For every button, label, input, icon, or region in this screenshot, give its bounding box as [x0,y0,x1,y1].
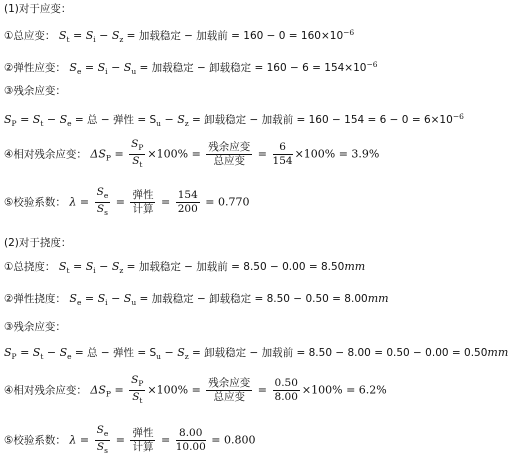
subscript: i [105,67,108,76]
subscript: z [184,119,189,128]
symbol: ΔS [90,383,106,397]
subscript: P [11,352,17,361]
term: = S [81,61,106,74]
term: − S [43,113,68,126]
formula-relative-residual-deflection [4,374,387,407]
term: − S [43,346,68,359]
formula-total-deflection [4,260,365,278]
term: − S [95,260,120,273]
term: − S [95,29,120,42]
equals: = [110,147,128,161]
subscript: t [66,35,70,44]
symbol: ΔS [90,147,106,161]
fraction-values: $\frac{8.00}{10.00}$ [175,427,206,453]
subscript: e [67,119,72,128]
expression: = 加载稳定 − 加载前 = 8.50 − 0.00 = 8.50 [123,261,345,273]
label: ④相对残余应变： [4,384,87,397]
label-residual-strain: ③残余应变： [4,85,66,97]
equals: = [112,195,129,209]
lambda: λ = [69,195,93,209]
percent: ×100% = [147,147,205,161]
subscript: P [11,119,17,128]
formula-total-strain [4,26,354,47]
term: − S [107,61,132,74]
label: ②弹性应变： [4,62,66,74]
expression: = 加载稳定 − 卸载稳定 = 160 − 6 = 154×10 [136,62,367,74]
fraction-values: $\frac{6}{154}$ [272,141,293,167]
symbol: S [69,61,77,74]
expression: = 加载稳定 − 加载前 = 160 − 0 = 160×10 [123,30,344,42]
formula-elastic-deflection [4,292,389,310]
term: − S [161,346,185,359]
lambda: λ = [69,433,93,447]
label: ①总应变： [4,30,56,42]
unit: mm [487,346,508,359]
expression: = 加载稳定 − 卸载稳定 = 8.50 − 0.50 = 8.00 [136,293,368,305]
symbol: S [58,29,67,42]
expression: = 卸载稳定 − 加载前 = 8.50 − 8.00 = 0.50 − 0.00 = 0.50 [188,347,488,359]
symbol: S [4,113,12,126]
term: = S [69,260,94,273]
symbol: S [69,292,77,305]
fraction-values: $\frac{154}{200}$ [177,189,198,215]
term: = S [69,29,94,42]
unit: mm [344,260,366,273]
fraction-symbolic: $\frac{S_P}{S_t}$ [131,374,144,405]
term: = S [81,292,106,305]
result: ×100% = 6.2% [301,383,387,397]
fraction-words: $\frac{\text{残余应变}}{\text{总应变}}$ [208,377,251,403]
equals: = [157,195,174,209]
result: = 0.770 [201,195,250,209]
subscript: e [67,352,72,361]
exponent: −6 [366,60,378,69]
fraction-values: $\frac{0.50}{8.00}$ [274,377,298,403]
equals: = [112,433,129,447]
subscript: u [156,352,161,361]
formula-residual-strain [4,110,464,131]
formula-elastic-strain [4,58,378,79]
equals: = [254,383,271,397]
subscript: u [131,67,137,76]
fraction-words: $\frac{\text{弹性}}{\text{计算}}$ [132,189,154,215]
subscript: u [156,119,161,128]
fraction-words: $\frac{\text{弹性}}{\text{计算}}$ [132,427,154,453]
subscript: t [40,119,44,128]
equals: = [110,383,128,397]
result: = 0.800 [207,433,256,447]
subscript: t [66,266,70,275]
subscript: e [76,298,82,307]
exponent: −6 [343,28,355,37]
expression: = 卸载稳定 − 加载前 = 160 − 154 = 6 − 0 = 6×10 [188,114,453,126]
term: = S [16,346,41,359]
symbol: S [4,346,12,359]
label: ②弹性挠度： [4,293,66,305]
symbol: S [58,260,67,273]
subscript: z [184,352,189,361]
subscript: P [105,389,111,399]
fraction-symbolic: $\frac{S_P}{S_t}$ [131,138,144,169]
label-residual-deflection: ③残余应变： [4,321,66,333]
fraction-symbolic: $\frac{S_e}{S_s}$ [96,186,109,217]
label: ⑤校验系数： [4,434,66,447]
fraction-words: $\frac{\text{残余应变}}{\text{总应变}}$ [208,141,251,167]
label: ④相对残余应变： [4,148,87,161]
formula-residual-deflection [4,346,508,364]
section-heading-strain: (1)对于应变： [4,3,72,15]
label: ①总挠度： [4,261,56,273]
formula-relative-residual-strain [4,138,379,171]
term: − S [107,292,132,305]
subscript: t [40,352,44,361]
subscript: i [93,266,96,275]
expression: = 总 − 弹性 = S [71,114,157,126]
subscript: u [131,298,137,307]
formula-check-coefficient [4,186,249,219]
subscript: z [119,266,124,275]
subscript: e [76,67,82,76]
term: = S [16,113,41,126]
subscript: z [119,35,124,44]
percent: ×100% = [147,383,205,397]
exponent: −6 [452,112,464,121]
result: ×100% = 3.9% [294,147,380,161]
equals: = [254,147,271,161]
unit: mm [367,292,389,305]
equals: = [157,433,174,447]
expression: = 总 − 弹性 = S [71,347,157,359]
term: − S [161,113,185,126]
fraction-symbolic: $\frac{S_e}{S_s}$ [96,424,109,455]
subscript: P [105,153,111,163]
formula-check-coefficient-deflection [4,424,255,457]
label: ⑤校验系数： [4,196,66,209]
subscript: i [93,35,96,44]
subscript: i [105,298,108,307]
section-heading-deflection: (2)对于挠度： [4,237,72,249]
